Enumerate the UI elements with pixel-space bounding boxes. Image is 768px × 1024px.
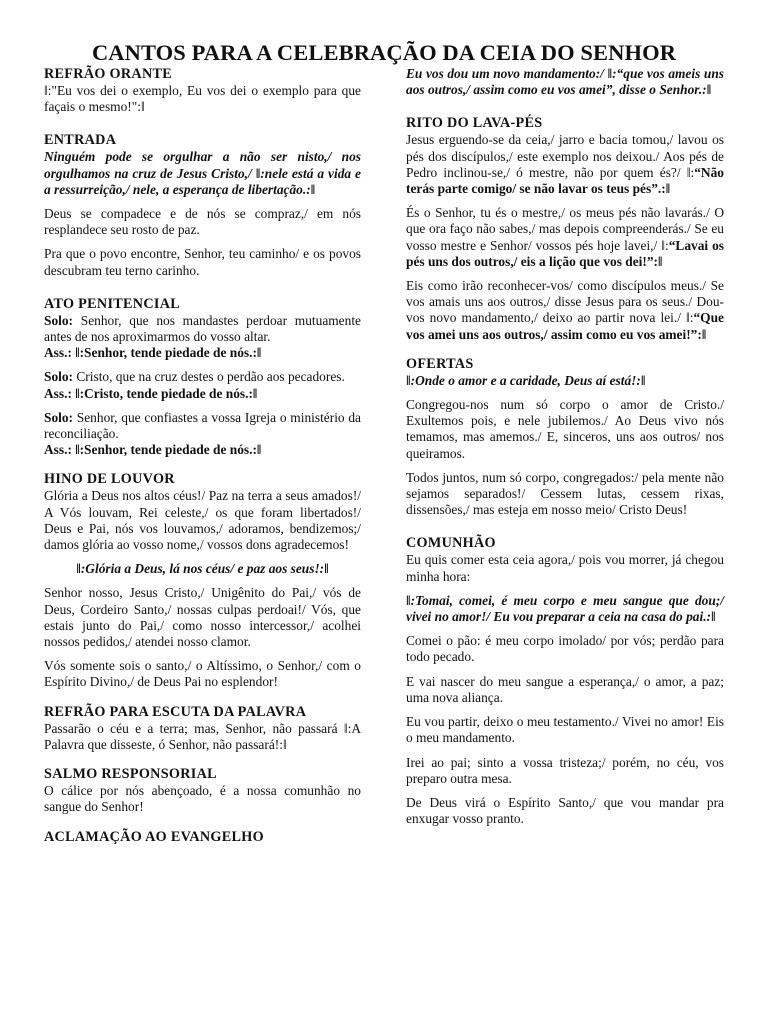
- hino-refrain: ‖:Glória a Deus, lá nos céus/ e paz aos seus!:‖: [76, 561, 329, 577]
- salmo-text: O cálice por nós abençoado, é a nossa comunhão no sangue do Senhor!: [44, 783, 361, 815]
- heading-aclamacao: ACLAMAÇÃO AO EVANGELHO: [44, 828, 264, 845]
- ass-label: Ass.:: [44, 385, 72, 401]
- verse-text: És o Senhor, tu és o mestre,/ os meus pés não lavarás./ O que ora faço não sabes,/ mas depois compreenderás./ Se eu vosso mestre e Senhor/ vossos pés hoje lavei,/ ‖:: [406, 205, 724, 253]
- lava-pes-verse-2: [406, 205, 724, 270]
- solo-text: Senhor, que nos mandastes perdoar mutuamente antes de nos aproximarmos do vosso altar.: [44, 312, 361, 345]
- solo-label: Solo:: [44, 369, 74, 385]
- heading-entrada: ENTRADA: [44, 132, 117, 149]
- lava-pes-verse-3: [406, 278, 724, 343]
- solo-text: Cristo, que na cruz destes o perdão aos pecadores.: [73, 369, 345, 385]
- ato-ass-3: [44, 442, 361, 458]
- comunhao-verse-1: Comei o pão: é meu corpo imolado/ por vós; perdão para todo pecado.: [406, 633, 724, 665]
- heading-lava-pes: RITO DO LAVA-PÉS: [406, 115, 543, 132]
- verse-refrain: “Não terás parte comigo/ se não lavar os teus pés”.:‖: [406, 164, 724, 197]
- entrada-verse-2: Pra que o povo encontre, Senhor, teu caminho/ e os povos descubram teu terno carinho.: [44, 246, 361, 278]
- ato-ass-2: [44, 386, 361, 402]
- hino-verse-1: Glória a Deus nos altos céus!/ Paz na terra a seus amados!/ A Vós louvam, Rei celeste,/ os que foram libertados!/ Deus e Pai, nós vos louvamos,/ adoramos, bendizemos;/ damos glória ao vosso nome,/ vossos dons agradecemos!: [44, 488, 361, 553]
- ass-text: ‖:Senhor, tende piedade de nós.:‖: [71, 442, 262, 458]
- verse-text: Jesus erguendo-se da ceia,/ jarro e bacia tomou,/ lavou os pés dos discípulos,/ este exemplo nos deixou./ Aos pés de Pedro inclinou-se,/ ó mestre, não por quem és?/ ‖:: [406, 132, 724, 180]
- comunhao-verse-4: Irei ao pai; sinto a vossa tristeza;/ porém, no céu, vos preparo outra mesa.: [406, 754, 724, 786]
- page-title: CANTOS PARA A CELEBRAÇÃO DA CEIA DO SENHOR: [91, 40, 677, 65]
- ofertas-verse-1: Congregou-nos num só corpo o amor de Cristo./ Exultemos pois, e nele jubilemos./ Ao Deus vivo nós temamos, mas amemos./ E, sinceros, uns aos outros/ nos queiramos.: [406, 397, 724, 461]
- heading-ato-penitencial: ATO PENITENCIAL: [44, 295, 181, 312]
- lava-pes-verse-1: [406, 132, 724, 197]
- verse-text: Eis como irão reconhecer-vos/ como discípulos meus./ Se vos amais uns aos outros,/ disse Jesus para os seus./ Dou-vos novo mandamento,/ deixo ao partir nova lei./ ‖:: [406, 278, 724, 326]
- refrao-escuta-text: Passarão o céu e a terra; mas, Senhor, não passará ‖:A Palavra que disseste, ó Senhor, não passará!:‖: [44, 720, 361, 752]
- ofertas-refrain: ‖:Onde o amor e a caridade, Deus aí está!:‖: [406, 372, 646, 388]
- left-column: [44, 66, 361, 846]
- ofertas-verse-2: Todos juntos, num só corpo, congregados:/ pela mente não sejamos separados!/ Cessem lutas, cessem rixas, dissensões,/ mas esteja em nosso meio/ Cristo Deus!: [406, 469, 724, 518]
- entrada-verse-1: Deus se compadece e de nós se compraz,/ em nós resplandece seu rosto de paz.: [44, 206, 361, 238]
- heading-hino-louvor: HINO DE LOUVOR: [44, 471, 175, 488]
- heading-refrao-orante: REFRÃO ORANTE: [44, 66, 173, 82]
- refrao-orante-text: ‖:"Eu vos dei o exemplo, Eu vos dei o exemplo para que façais o mesmo!":‖: [44, 83, 361, 115]
- ass-label: Ass.:: [44, 442, 72, 458]
- comunhao-verse-5: De Deus virá o Espírito Santo,/ que vou mandar pra enxugar vosso pranto.: [406, 794, 724, 827]
- comunhao-intro: Eu quis comer esta ceia agora,/ pois vou morrer, já chegou minha hora:: [406, 552, 724, 584]
- ass-label: Ass.:: [44, 345, 72, 361]
- verse-refrain: “Lavai os pés uns dos outros,/ eis a lição que vos dei!”:‖: [406, 237, 725, 269]
- verse-refrain: “Que vos amei uns aos outros,/ assim como eu vos amei!”:‖: [406, 310, 724, 342]
- ato-solo-3: [44, 410, 361, 442]
- aclamacao-text: Eu vos dou um novo mandamento:/ ‖:“que vos ameis uns aos outros,/ assim como eu vos amei”, disse o Senhor.:‖: [406, 66, 724, 98]
- solo-label: Solo:: [44, 312, 74, 328]
- ato-ass-1: [44, 345, 361, 361]
- comunhao-refrain: ‖:Tomai, comei, é meu corpo e meu sangue que dou;/ vivei no amor!/ Eu vou preparar a ceia na casa do pai.:‖: [406, 592, 724, 625]
- ass-text: ‖:Senhor, tende piedade de nós.:‖: [71, 345, 262, 361]
- entrada-refrain: Ninguém pode se orgulhar a não ser nisto,/ nos orgulhamos na cruz de Jesus Cristo,/ ‖:nele está a vida e a ressurreição,/ nele, a esperança de libertação.:‖: [44, 149, 361, 197]
- solo-label: Solo:: [44, 409, 74, 425]
- ass-text: ‖:Cristo, tende piedade de nós.:‖: [71, 385, 258, 401]
- solo-text: Senhor, que confiastes a vossa Igreja o ministério da reconciliação.: [44, 409, 361, 442]
- comunhao-verse-3: Eu vou partir, deixo o meu testamento./ Vivei no amor! Eis o meu mandamento.: [406, 714, 724, 746]
- heading-comunhao: COMUNHÃO: [406, 535, 496, 552]
- heading-ofertas: OFERTAS: [406, 355, 474, 372]
- ato-solo-1: [44, 313, 361, 345]
- comunhao-verse-2: E vai nascer do meu sangue a esperança,/ o amor, a paz; uma nova aliança.: [406, 673, 724, 705]
- right-column: [406, 66, 724, 835]
- ato-solo-2: [44, 369, 361, 385]
- hino-verse-2: Senhor nosso, Jesus Cristo,/ Unigênito do Pai,/ vós de Deus, Cordeiro Santo,/ nossas culpas perdoai!/ Vós, que estais junto do Pai,/ como nosso intercessor,/ acolhei nossos pedidos,/ atendei nosso clamor.: [44, 585, 361, 650]
- hino-verse-3: Vós somente sois o santo,/ o Altíssimo, o Senhor,/ com o Espírito Divino,/ de Deus Pai no esplendor!: [44, 658, 361, 690]
- heading-salmo: SALMO RESPONSORIAL: [44, 766, 217, 783]
- heading-refrao-escuta: REFRÃO PARA ESCUTA DA PALAVRA: [44, 703, 307, 720]
